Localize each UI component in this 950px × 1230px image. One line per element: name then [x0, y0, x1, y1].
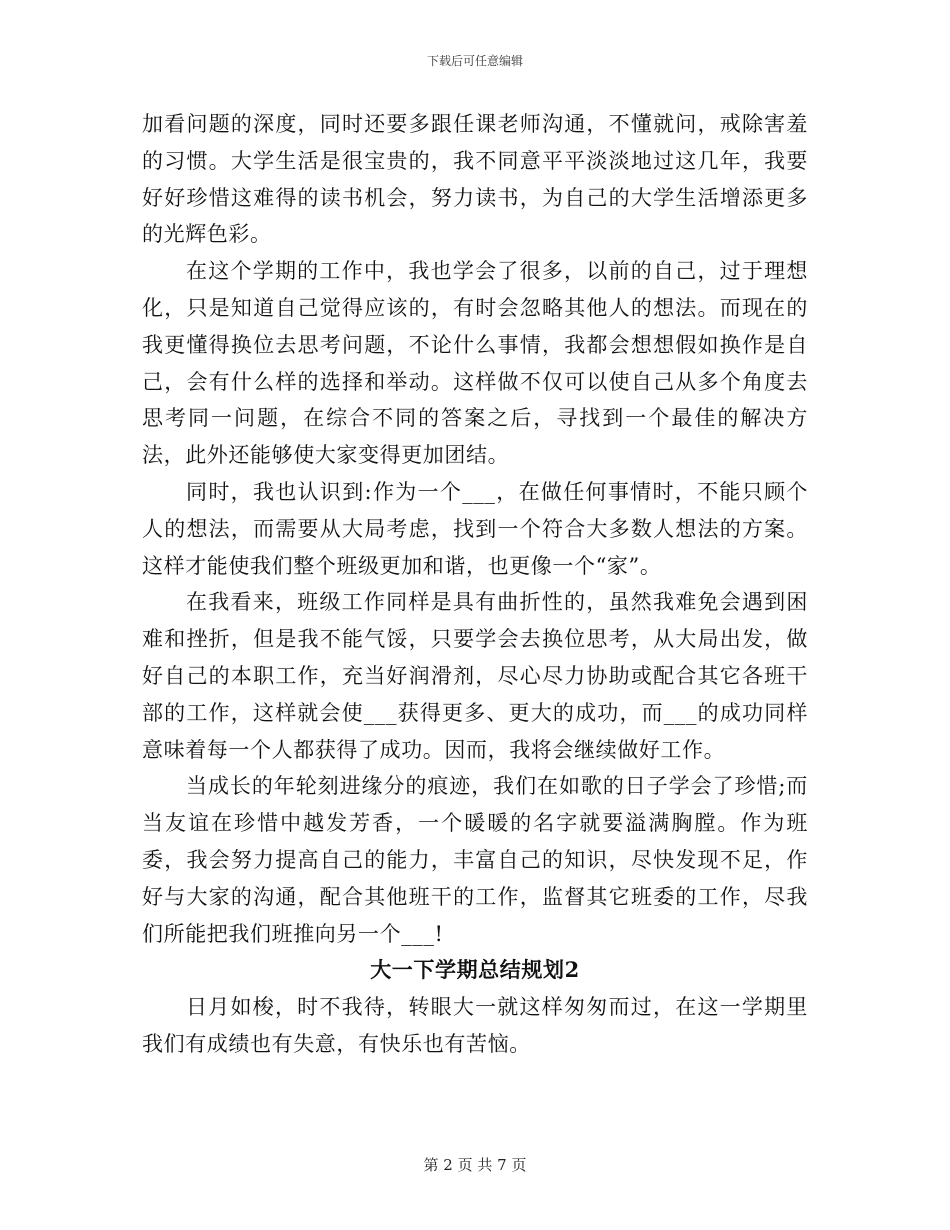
paragraph-continuation: 加看问题的深度，同时还要多跟任课老师沟通，不懂就问，戒除害羞的习惯。大学生活是很宝贵的，我不同意平平淡淡地过这几年，我要好好珍惜这难得的读书机会，努力读书，为自己的大学生活增添更多的光辉色彩。 [142, 112, 808, 247]
paragraph-work-reflection: 在这个学期的工作中，我也学会了很多，以前的自己，过于理想化，只是知道自己觉得应该的，有时会忽略其他人的想法。而现在的我更懂得换位去思考问题，不论什么事情，我都会想想假如换作是自己，会有什么样的选择和举动。这样做不仅可以使自己从多个角度去思考同一问题，在综合不同的答案之后，寻找到一个最佳的解决方法，此外还能够使大家变得更加团结。 [142, 259, 808, 468]
paragraph-intro: 日月如梭，时不我待，转眼大一就这样匆匆而过，在这一学期里我们有成绩也有失意，有快乐也有苦恼。 [142, 995, 808, 1056]
page-footer: 第 2 页 共 7 页 [423, 1156, 527, 1174]
paragraph-awareness: 同时，我也认识到:作为一个___，在做任何事情时，不能只顾个人的想法，而需要从大局考虑，找到一个符合大多数人想法的方案。这样才能使我们整个班级更加和谐，也更像一个“家”。 [142, 479, 808, 578]
document-body [142, 106, 808, 1063]
paragraph-commitment: 当成长的年轮刻进缘分的痕迹，我们在如歌的日子学会了珍惜;而当友谊在珍惜中越发芳香，一个暖暖的名字就要溢满胸膛。作为班委，我会努力提高自己的能力，丰富自己的知识，尽快发现不足，作好与大家的沟通，配合其他班干的工作，监督其它班委的工作，尽我们所能把我们班推向另一个___! [142, 774, 808, 946]
section-title: 大一下学期总结规划2 [370, 957, 580, 983]
page-header: 下载后可任意编辑 [426, 54, 523, 68]
paragraph-class-work: 在我看来，班级工作同样是具有曲折性的，虽然我难免会遇到困难和挫折，但是我不能气馁，只要学会去换位思考，从大局出发，做好自己的本职工作，充当好润滑剂，尽心尽力协助或配合其它各班干部的工作，这样就会使___获得更多、更大的成功，而___的成功同样意味着每一个人都获得了成功。因而，我将会继续做好工作。 [142, 590, 808, 762]
